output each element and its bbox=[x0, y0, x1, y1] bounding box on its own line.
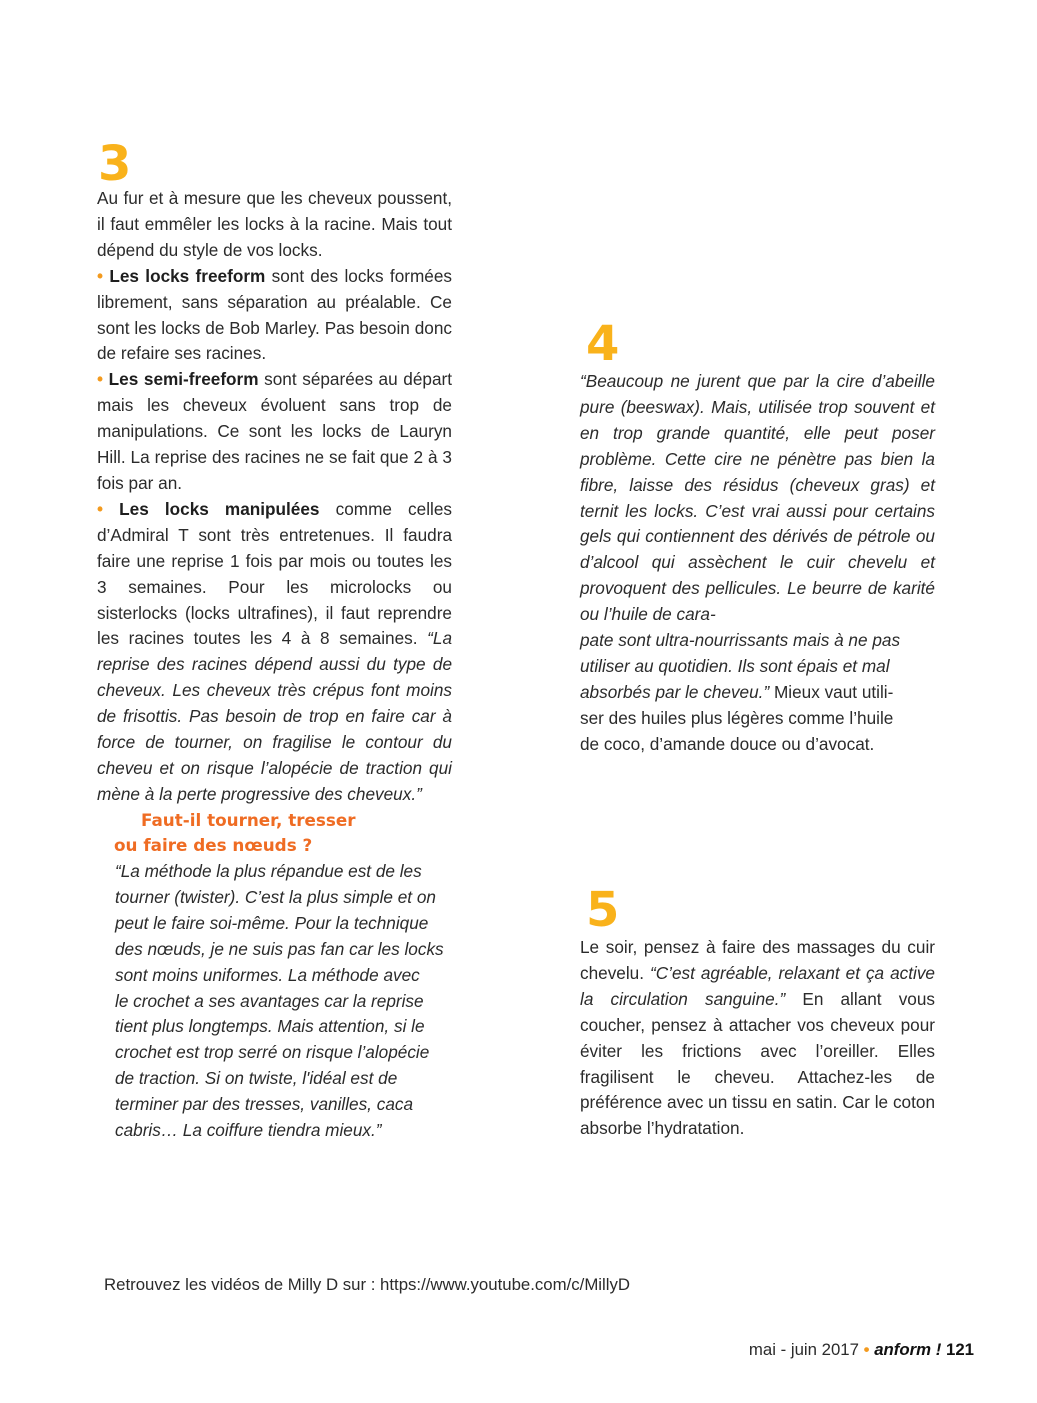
bullet-marker: • bbox=[97, 265, 104, 286]
section-4-quote-line: pate sont ultra-nourrissants mais à ne pas bbox=[580, 630, 901, 651]
videos-link-note: Retrouvez les vidéos de Milly D sur : https://www.youtube.com/c/MillyD bbox=[104, 1275, 630, 1294]
section-3-body bbox=[97, 186, 452, 808]
sidebar-line: tient plus longtemps. Mais attention, si le bbox=[115, 1016, 425, 1037]
manipulees-lead: Les locks manipulées bbox=[119, 498, 320, 519]
section-5-text-end: En allant vous coucher, pensez à attacher vos cheveux pour éviter les frictions avec l’oreiller. Elles fragilisent le cheveu. Attachez-les de préférence avec un tissu en satin. Car le coton absorbe l’hydratation. bbox=[580, 988, 935, 1139]
section-4-body bbox=[580, 369, 935, 758]
section-4-line: de coco, d’amande douce ou d’avocat. bbox=[580, 733, 875, 754]
bullet-semi-freeform bbox=[97, 367, 452, 497]
issue-date: mai - juin 2017 bbox=[748, 1340, 859, 1359]
section-number-4: 4 bbox=[586, 316, 620, 372]
section-3-intro: Au fur et à mesure que les cheveux poussent, il faut emmêler les locks à la racine. Mais tout dépend du style de vos locks. bbox=[97, 188, 452, 260]
section-4-line: ser des huiles plus légères comme l’huile bbox=[580, 707, 894, 728]
semi-freeform-lead: Les semi-freeform bbox=[108, 369, 259, 390]
bullet-manipulees bbox=[97, 497, 452, 808]
sidebar-line: des nœuds, je ne suis pas fan car les locks bbox=[115, 938, 444, 959]
freeform-text: sont des locks formées librement, sans séparation au préalable. Ce sont les locks de Bob Marley. Pas besoin donc de refaire ses racines. bbox=[97, 265, 453, 364]
bullet-marker: • bbox=[97, 369, 104, 390]
sidebar-line: peut le faire soi-même. Pour la technique bbox=[115, 912, 429, 933]
section-5-quote: “C’est agréable, relaxant et ça active la circulation sanguine.” bbox=[580, 962, 935, 1009]
sidebar-line: le crochet a ses avantages car la reprise bbox=[115, 990, 424, 1011]
sidebar-heading-line-1: Faut-il tourner, tresser bbox=[141, 810, 356, 830]
freeform-lead: Les locks freeform bbox=[109, 265, 266, 286]
sidebar-line: sont moins uniformes. La méthode avec bbox=[115, 964, 420, 985]
sidebar-line: crochet est trop serré on risque l’alopécie bbox=[115, 1042, 430, 1063]
sidebar-quote bbox=[115, 859, 445, 1144]
manipulees-quote: “La reprise des racines dépend aussi du type de cheveux. Les cheveux très crépus font moins de frisottis. Pas besoin de trop en faire car à force de tourner, on fragilise le contour du cheveu et on risque l’alopécie de traction qui mène à la perte progressive des cheveux.” bbox=[97, 628, 452, 804]
sidebar-heading bbox=[114, 808, 356, 858]
semi-freeform-text: sont séparées au départ mais les cheveux évoluent sans trop de manipulations. Ce sont les locks de Lauryn Hill. La reprise des racines ne se fait que 2 à 3 fois par an. bbox=[97, 369, 453, 493]
section-5-text-start: Le soir, pensez à faire des massages du cuir chevelu. bbox=[580, 937, 935, 983]
sidebar-line: terminer par des tresses, vanilles, caca bbox=[115, 1094, 414, 1115]
sidebar-line: cabris… La coiffure tiendra mieux.” bbox=[115, 1120, 382, 1141]
sidebar-line: de traction. Si on twiste, l'idéal est de bbox=[115, 1068, 398, 1089]
sidebar-line: “La méthode la plus répandue est de les bbox=[115, 861, 422, 881]
sidebar-line: tourner (twister). C’est la plus simple et on bbox=[115, 886, 436, 907]
bullet-marker: • bbox=[97, 498, 104, 519]
section-4-quote: “Beaucoup ne jurent que par la cire d’abeille pure (beeswax). Mais, utilisée trop souvent et en trop grande quantité, elle peut poser problème. Cette cire ne pénètre pas bien la fibre, laisse des résidus (cheveux gras) et ternit les locks. C’est vrai aussi pour certains gels qui contiennent des dérivés de pétrole ou d’alcool qui assèchent le cuir chevelu et provoquent des pellicules. Le beurre de karité ou l’huile de cara- bbox=[580, 371, 935, 625]
section-4-quote-line: utiliser au quotidien. Ils sont épais et mal bbox=[580, 655, 890, 676]
section-4-mixed-line bbox=[580, 680, 935, 706]
section-number-5: 5 bbox=[586, 882, 620, 938]
folio-separator: • bbox=[863, 1340, 870, 1359]
section-4-after-quote: Mieux vaut utili- bbox=[769, 681, 894, 702]
sidebar-heading-line-2: ou faire des nœuds ? bbox=[114, 835, 313, 855]
section-5-paragraph bbox=[580, 935, 935, 1142]
page-number: 121 bbox=[946, 1340, 974, 1359]
section-4-quote-end: absorbés par le cheveu.” bbox=[580, 681, 770, 702]
bullet-freeform bbox=[97, 264, 452, 368]
section-number-3: 3 bbox=[98, 136, 132, 192]
page-folio bbox=[749, 1340, 974, 1360]
manipulees-text: comme celles d’Admiral T sont très entretenues. Il faudra faire une reprise 1 fois par mois ou toutes les 3 semaines. Pour les microlocks ou sisterlocks (locks ultrafines), il faut reprendre les racines toutes les 4 à 8 semaines. bbox=[97, 498, 453, 649]
section-5-body bbox=[580, 935, 935, 1142]
magazine-name: anform ! bbox=[874, 1340, 942, 1359]
